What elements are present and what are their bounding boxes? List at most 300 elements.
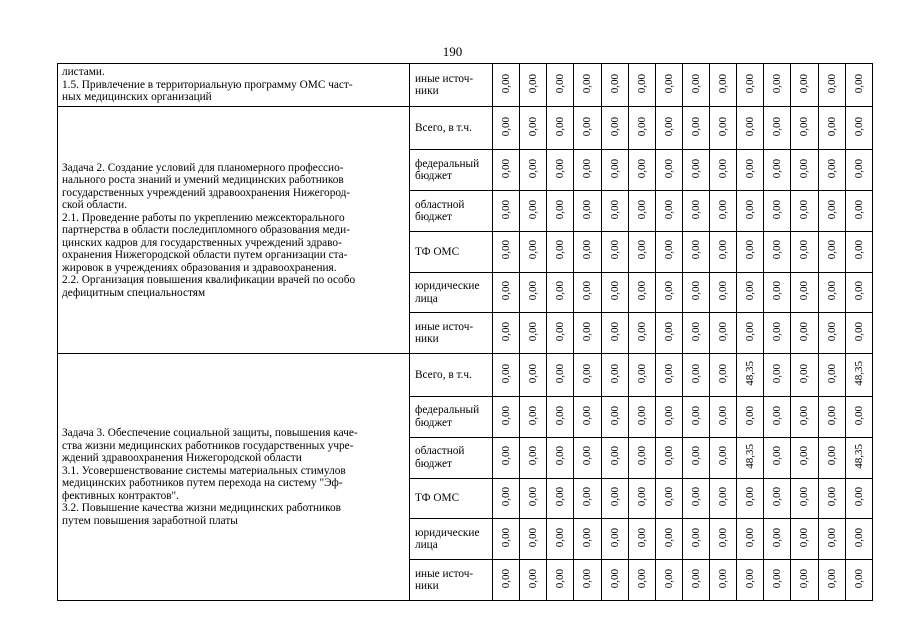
value-text: 0,00 bbox=[554, 158, 567, 179]
value-text: 0,00 bbox=[744, 73, 757, 94]
value-text: 0,00 bbox=[581, 446, 594, 466]
value-cell bbox=[764, 64, 791, 107]
value-cell bbox=[547, 231, 574, 272]
value-cell bbox=[601, 478, 628, 519]
value-text: 0,00 bbox=[852, 73, 865, 94]
value-cell bbox=[628, 354, 655, 397]
value-cell bbox=[493, 64, 520, 107]
value-cell bbox=[710, 560, 737, 601]
value-cell bbox=[601, 272, 628, 313]
value-text: 0,00 bbox=[581, 405, 594, 425]
value-text: 0,00 bbox=[744, 281, 757, 301]
funding-source: областной бюджет bbox=[415, 198, 465, 223]
value-cell bbox=[682, 107, 709, 150]
value-cell bbox=[601, 437, 628, 478]
value-text: 0,00 bbox=[689, 527, 702, 548]
value-cell bbox=[764, 272, 791, 313]
value-text: 0,00 bbox=[581, 281, 594, 301]
funding-source: федеральный бюджет bbox=[415, 404, 480, 429]
value-text: 0,00 bbox=[717, 321, 730, 342]
value-text: 0,00 bbox=[771, 527, 784, 548]
value-text: 0,00 bbox=[581, 73, 594, 94]
funding-source-cell bbox=[410, 437, 493, 478]
value-text: 0,00 bbox=[798, 568, 811, 588]
value-text: 0,00 bbox=[662, 568, 675, 588]
value-cell bbox=[520, 313, 547, 354]
value-text: 0,00 bbox=[500, 281, 513, 301]
value-cell bbox=[628, 272, 655, 313]
funding-source: ТФ ОМС bbox=[415, 492, 460, 505]
value-text: 0,00 bbox=[717, 240, 730, 260]
value-cell bbox=[818, 64, 845, 107]
value-text: 0,00 bbox=[527, 446, 540, 466]
value-text: 0,00 bbox=[608, 487, 621, 507]
value-text: 0,00 bbox=[527, 199, 540, 219]
value-cell bbox=[493, 150, 520, 191]
value-text: 0,00 bbox=[608, 117, 621, 137]
value-cell bbox=[493, 313, 520, 354]
value-text: 0,00 bbox=[554, 281, 567, 301]
value-cell bbox=[791, 560, 818, 601]
value-text: 0,00 bbox=[798, 158, 811, 179]
value-cell bbox=[818, 107, 845, 150]
value-cell bbox=[601, 519, 628, 560]
value-cell bbox=[547, 437, 574, 478]
value-cell bbox=[601, 64, 628, 107]
value-text: 0,00 bbox=[798, 73, 811, 94]
value-text: 0,00 bbox=[554, 405, 567, 425]
value-cell bbox=[574, 272, 601, 313]
value-cell bbox=[818, 150, 845, 191]
value-text: 0,00 bbox=[500, 446, 513, 466]
funding-source-cell bbox=[410, 231, 493, 272]
value-cell bbox=[628, 231, 655, 272]
value-cell bbox=[655, 150, 682, 191]
value-cell bbox=[764, 191, 791, 232]
value-text: 0,00 bbox=[717, 158, 730, 179]
value-text: 0,00 bbox=[635, 240, 648, 260]
value-text: 0,00 bbox=[852, 158, 865, 179]
value-text: 0,00 bbox=[554, 199, 567, 219]
value-text: 0,00 bbox=[554, 527, 567, 548]
value-text: 0,00 bbox=[635, 363, 648, 384]
value-cell bbox=[547, 397, 574, 438]
value-text: 0,00 bbox=[825, 363, 838, 384]
value-cell bbox=[737, 519, 764, 560]
funding-source-cell bbox=[410, 107, 493, 150]
value-cell bbox=[628, 478, 655, 519]
value-text: 0,00 bbox=[581, 158, 594, 179]
value-text: 48,35 bbox=[744, 443, 757, 469]
value-text: 0,00 bbox=[825, 117, 838, 137]
value-text: 0,00 bbox=[798, 281, 811, 301]
value-cell bbox=[493, 519, 520, 560]
value-cell bbox=[682, 191, 709, 232]
value-cell bbox=[520, 64, 547, 107]
value-cell bbox=[520, 191, 547, 232]
value-cell bbox=[493, 231, 520, 272]
value-cell bbox=[818, 313, 845, 354]
value-cell bbox=[655, 64, 682, 107]
value-cell bbox=[845, 64, 872, 107]
value-cell bbox=[547, 150, 574, 191]
value-text: 0,00 bbox=[581, 240, 594, 260]
value-text: 0,00 bbox=[689, 158, 702, 179]
value-cell bbox=[520, 437, 547, 478]
value-text: 0,00 bbox=[717, 199, 730, 219]
value-cell bbox=[818, 519, 845, 560]
value-cell bbox=[818, 560, 845, 601]
value-cell bbox=[520, 519, 547, 560]
value-text: 0,00 bbox=[771, 158, 784, 179]
value-text: 48,35 bbox=[852, 361, 865, 386]
value-cell bbox=[682, 560, 709, 601]
value-cell bbox=[493, 354, 520, 397]
value-text: 0,00 bbox=[717, 73, 730, 94]
value-cell bbox=[737, 354, 764, 397]
value-text: 0,00 bbox=[771, 321, 784, 342]
value-text: 0,00 bbox=[689, 405, 702, 425]
value-cell bbox=[710, 231, 737, 272]
value-text: 0,00 bbox=[581, 117, 594, 137]
value-text: 0,00 bbox=[500, 405, 513, 425]
value-text: 0,00 bbox=[744, 158, 757, 179]
value-text: 0,00 bbox=[798, 321, 811, 342]
value-cell bbox=[628, 107, 655, 150]
value-text: 0,00 bbox=[771, 405, 784, 425]
value-cell bbox=[818, 478, 845, 519]
value-text: 0,00 bbox=[527, 487, 540, 507]
task-description-cell bbox=[58, 64, 410, 107]
value-cell bbox=[737, 437, 764, 478]
value-cell bbox=[791, 64, 818, 107]
value-text: 0,00 bbox=[554, 117, 567, 137]
value-cell bbox=[737, 107, 764, 150]
value-text: 0,00 bbox=[527, 363, 540, 384]
task-description: Задача 3. Обеспечение социальной защиты, повышения каче- ства жизни медицинских работников государственных учре- ждений здравоохранения Нижегородской области 3.1. Усовершенствование системы материальных стимулов медицинских работников путем перехода на систему "Эф- фективных контрактов". 3.2. Повышение качества жизни медицинских работников путем повышения заработной платы bbox=[62, 427, 358, 527]
value-cell bbox=[574, 313, 601, 354]
value-cell bbox=[818, 191, 845, 232]
value-cell bbox=[574, 64, 601, 107]
value-text: 0,00 bbox=[717, 487, 730, 507]
value-text: 0,00 bbox=[744, 487, 757, 507]
value-text: 0,00 bbox=[608, 321, 621, 342]
value-cell bbox=[520, 231, 547, 272]
value-text: 0,00 bbox=[798, 446, 811, 466]
funding-source-cell bbox=[410, 64, 493, 107]
value-cell bbox=[493, 560, 520, 601]
value-cell bbox=[655, 191, 682, 232]
value-text: 0,00 bbox=[852, 321, 865, 342]
value-cell bbox=[520, 107, 547, 150]
task-description: листами. 1.5. Привлечение в территориальную программу ОМС част- ных медицинских организаций bbox=[62, 66, 353, 103]
funding-source-cell bbox=[410, 313, 493, 354]
page-number: 190 bbox=[442, 44, 463, 59]
funding-source-cell bbox=[410, 560, 493, 601]
funding-source: областной бюджет bbox=[415, 445, 465, 470]
value-text: 0,00 bbox=[689, 240, 702, 260]
value-text: 48,35 bbox=[852, 443, 865, 469]
value-text: 0,00 bbox=[500, 363, 513, 384]
value-text: 0,00 bbox=[500, 240, 513, 260]
value-cell bbox=[818, 397, 845, 438]
value-cell bbox=[710, 64, 737, 107]
value-text: 0,00 bbox=[554, 73, 567, 94]
value-text: 0,00 bbox=[662, 73, 675, 94]
funding-source-cell bbox=[410, 478, 493, 519]
funding-source: иные источ- ники bbox=[415, 320, 474, 346]
value-cell bbox=[682, 272, 709, 313]
value-cell bbox=[845, 107, 872, 150]
value-cell bbox=[628, 437, 655, 478]
value-text: 0,00 bbox=[500, 199, 513, 219]
value-text: 0,00 bbox=[771, 487, 784, 507]
value-text: 0,00 bbox=[689, 73, 702, 94]
value-cell bbox=[628, 64, 655, 107]
value-text: 0,00 bbox=[744, 117, 757, 137]
value-cell bbox=[574, 397, 601, 438]
value-text: 0,00 bbox=[771, 199, 784, 219]
value-text: 0,00 bbox=[689, 321, 702, 342]
value-cell bbox=[737, 272, 764, 313]
value-cell bbox=[601, 231, 628, 272]
value-text: 0,00 bbox=[825, 281, 838, 301]
value-text: 48,35 bbox=[744, 361, 757, 386]
value-text: 0,00 bbox=[798, 487, 811, 507]
value-text: 0,00 bbox=[500, 568, 513, 588]
value-cell bbox=[547, 107, 574, 150]
value-text: 0,00 bbox=[527, 158, 540, 179]
value-cell bbox=[574, 437, 601, 478]
value-cell bbox=[628, 313, 655, 354]
funding-source-cell bbox=[410, 150, 493, 191]
value-cell bbox=[737, 313, 764, 354]
value-cell bbox=[764, 560, 791, 601]
value-cell bbox=[845, 272, 872, 313]
value-cell bbox=[764, 478, 791, 519]
table-row bbox=[58, 64, 873, 107]
value-text: 0,00 bbox=[500, 73, 513, 94]
funding-source: Всего, в т.ч. bbox=[415, 368, 472, 381]
value-cell bbox=[628, 191, 655, 232]
value-cell bbox=[764, 107, 791, 150]
value-text: 0,00 bbox=[825, 240, 838, 260]
value-text: 0,00 bbox=[717, 446, 730, 466]
value-cell bbox=[845, 437, 872, 478]
value-text: 0,00 bbox=[825, 158, 838, 179]
value-cell bbox=[682, 354, 709, 397]
value-cell bbox=[710, 150, 737, 191]
value-text: 0,00 bbox=[554, 568, 567, 588]
value-text: 0,00 bbox=[500, 117, 513, 137]
value-cell bbox=[574, 354, 601, 397]
value-text: 0,00 bbox=[662, 405, 675, 425]
value-text: 0,00 bbox=[825, 487, 838, 507]
funding-source-cell bbox=[410, 397, 493, 438]
value-cell bbox=[547, 478, 574, 519]
value-text: 0,00 bbox=[825, 405, 838, 425]
value-cell bbox=[791, 313, 818, 354]
value-text: 0,00 bbox=[554, 321, 567, 342]
value-text: 0,00 bbox=[717, 527, 730, 548]
funding-source: ТФ ОМС bbox=[415, 245, 460, 258]
value-text: 0,00 bbox=[798, 405, 811, 425]
value-text: 0,00 bbox=[662, 240, 675, 260]
funding-source-cell bbox=[410, 272, 493, 313]
value-text: 0,00 bbox=[527, 405, 540, 425]
value-cell bbox=[791, 437, 818, 478]
value-cell bbox=[682, 64, 709, 107]
value-cell bbox=[655, 354, 682, 397]
value-cell bbox=[737, 64, 764, 107]
value-cell bbox=[710, 437, 737, 478]
value-text: 0,00 bbox=[500, 527, 513, 548]
value-cell bbox=[737, 560, 764, 601]
value-text: 0,00 bbox=[689, 281, 702, 301]
value-text: 0,00 bbox=[662, 199, 675, 219]
value-cell bbox=[710, 478, 737, 519]
value-cell bbox=[682, 313, 709, 354]
value-text: 0,00 bbox=[608, 527, 621, 548]
value-cell bbox=[791, 354, 818, 397]
value-text: 0,00 bbox=[581, 199, 594, 219]
value-text: 0,00 bbox=[662, 363, 675, 384]
value-text: 0,00 bbox=[527, 568, 540, 588]
value-cell bbox=[655, 231, 682, 272]
value-cell bbox=[710, 107, 737, 150]
value-cell bbox=[737, 478, 764, 519]
task-description-cell bbox=[58, 107, 410, 354]
value-cell bbox=[764, 437, 791, 478]
value-cell bbox=[791, 397, 818, 438]
value-text: 0,00 bbox=[825, 73, 838, 94]
value-text: 0,00 bbox=[554, 240, 567, 260]
funding-source-cell bbox=[410, 354, 493, 397]
value-text: 0,00 bbox=[852, 487, 865, 507]
value-cell bbox=[818, 437, 845, 478]
value-text: 0,00 bbox=[771, 240, 784, 260]
value-text: 0,00 bbox=[635, 487, 648, 507]
value-cell bbox=[764, 313, 791, 354]
value-text: 0,00 bbox=[635, 527, 648, 548]
value-text: 0,00 bbox=[662, 321, 675, 342]
value-cell bbox=[791, 191, 818, 232]
value-text: 0,00 bbox=[608, 405, 621, 425]
value-cell bbox=[682, 478, 709, 519]
value-cell bbox=[682, 150, 709, 191]
value-cell bbox=[791, 231, 818, 272]
value-text: 0,00 bbox=[662, 117, 675, 137]
value-text: 0,00 bbox=[608, 199, 621, 219]
funding-source: юридические лица bbox=[415, 280, 480, 305]
value-cell bbox=[574, 150, 601, 191]
value-cell bbox=[845, 313, 872, 354]
value-cell bbox=[574, 478, 601, 519]
value-text: 0,00 bbox=[717, 568, 730, 588]
funding-source: юридические лица bbox=[415, 526, 480, 552]
value-text: 0,00 bbox=[554, 487, 567, 507]
value-text: 0,00 bbox=[581, 363, 594, 384]
value-text: 0,00 bbox=[635, 281, 648, 301]
value-text: 0,00 bbox=[527, 117, 540, 137]
value-cell bbox=[655, 437, 682, 478]
funding-source: иные источ- ники bbox=[415, 72, 474, 98]
value-cell bbox=[710, 272, 737, 313]
value-cell bbox=[845, 397, 872, 438]
value-cell bbox=[574, 107, 601, 150]
table-row bbox=[58, 107, 873, 150]
value-cell bbox=[845, 560, 872, 601]
value-cell bbox=[845, 478, 872, 519]
value-text: 0,00 bbox=[500, 487, 513, 507]
value-text: 0,00 bbox=[771, 568, 784, 588]
value-cell bbox=[601, 191, 628, 232]
value-cell bbox=[845, 231, 872, 272]
value-cell bbox=[710, 313, 737, 354]
value-cell bbox=[520, 150, 547, 191]
value-text: 0,00 bbox=[527, 281, 540, 301]
value-cell bbox=[791, 150, 818, 191]
value-cell bbox=[520, 560, 547, 601]
value-text: 0,00 bbox=[825, 527, 838, 548]
value-cell bbox=[682, 519, 709, 560]
value-cell bbox=[682, 231, 709, 272]
value-cell bbox=[737, 397, 764, 438]
value-text: 0,00 bbox=[798, 199, 811, 219]
value-cell bbox=[737, 150, 764, 191]
value-text: 0,00 bbox=[554, 446, 567, 466]
table-row bbox=[58, 354, 873, 397]
value-cell bbox=[682, 397, 709, 438]
value-text: 0,00 bbox=[635, 73, 648, 94]
value-text: 0,00 bbox=[744, 321, 757, 342]
task-description-cell bbox=[58, 354, 410, 601]
value-text: 0,00 bbox=[635, 446, 648, 466]
value-cell bbox=[818, 272, 845, 313]
funding-source: иные источ- ники bbox=[415, 567, 474, 593]
value-text: 0,00 bbox=[825, 321, 838, 342]
value-cell bbox=[574, 519, 601, 560]
value-text: 0,00 bbox=[744, 240, 757, 260]
value-text: 0,00 bbox=[825, 446, 838, 466]
value-text: 0,00 bbox=[635, 117, 648, 137]
value-cell bbox=[520, 397, 547, 438]
value-text: 0,00 bbox=[608, 240, 621, 260]
value-cell bbox=[737, 191, 764, 232]
value-cell bbox=[628, 519, 655, 560]
value-cell bbox=[520, 272, 547, 313]
value-text: 0,00 bbox=[635, 199, 648, 219]
value-text: 0,00 bbox=[500, 158, 513, 179]
value-text: 0,00 bbox=[500, 321, 513, 342]
value-text: 0,00 bbox=[527, 527, 540, 548]
value-text: 0,00 bbox=[662, 281, 675, 301]
value-text: 0,00 bbox=[608, 158, 621, 179]
value-cell bbox=[601, 397, 628, 438]
value-cell bbox=[601, 107, 628, 150]
value-text: 0,00 bbox=[771, 446, 784, 466]
value-cell bbox=[655, 313, 682, 354]
value-cell bbox=[655, 397, 682, 438]
value-cell bbox=[547, 191, 574, 232]
value-text: 0,00 bbox=[635, 158, 648, 179]
value-cell bbox=[764, 150, 791, 191]
value-text: 0,00 bbox=[608, 568, 621, 588]
value-cell bbox=[682, 437, 709, 478]
value-cell bbox=[547, 313, 574, 354]
value-text: 0,00 bbox=[527, 321, 540, 342]
value-text: 0,00 bbox=[771, 281, 784, 301]
